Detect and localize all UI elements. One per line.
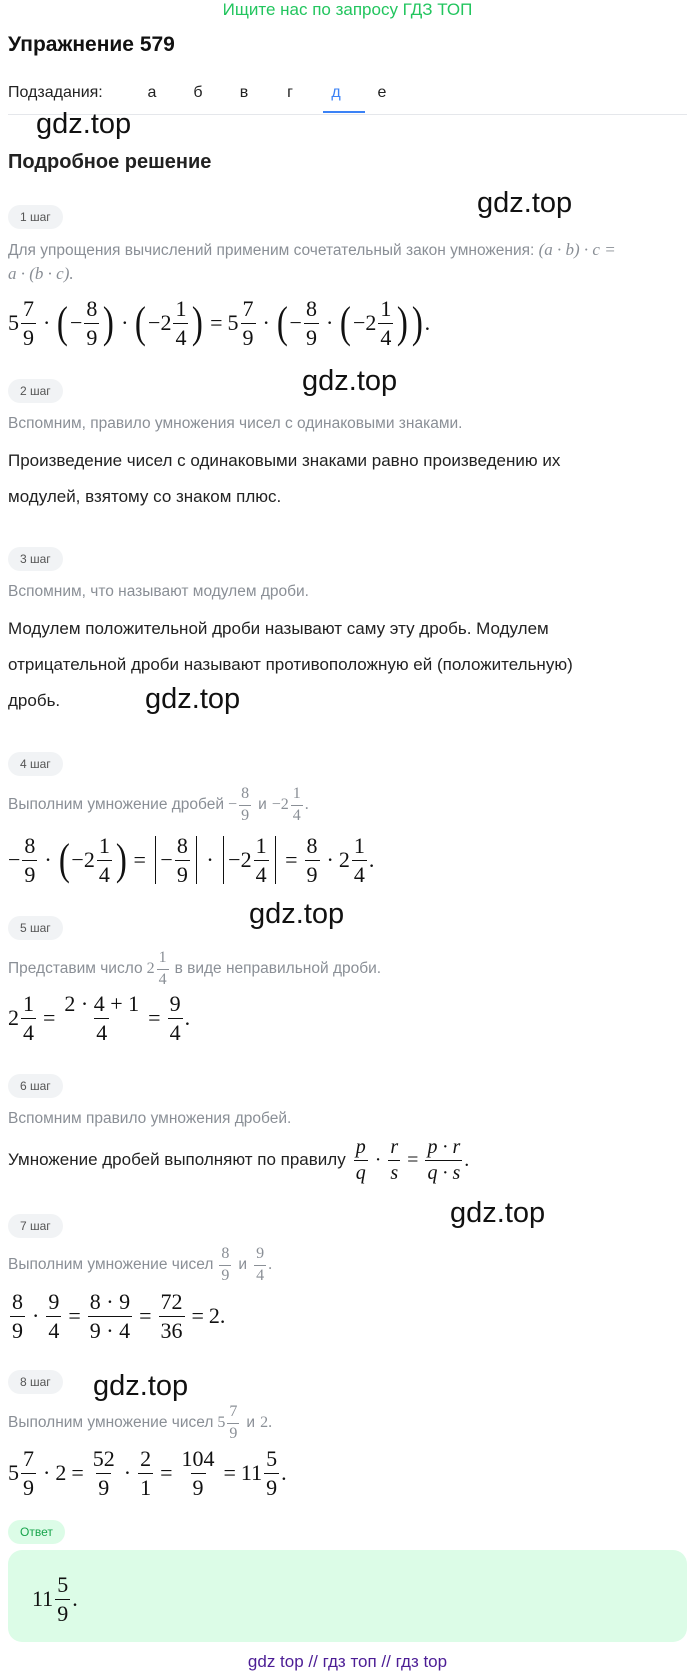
- inline-fraction: 5 $\frac{7}{9}$: [217, 1402, 238, 1442]
- watermark: gdz.top: [450, 1197, 546, 1229]
- step-badge: 2 шаг: [8, 379, 63, 403]
- tab-g[interactable]: г: [287, 84, 293, 101]
- rule-text: Умножение дробей выполняют по правилу: [8, 1150, 346, 1169]
- formula-step4: − $\frac{8}{9}$ · ( −2 $\frac{1}{4}$ ) = − $\frac{8}{9}$ · −2 $\frac{1}{4}$ = $\frac{8}{9}$ · 2 $\frac{1}{4}$ .: [8, 833, 375, 887]
- formula-step1: 5 $\frac{7}{9}$ · ( − $\frac{8}{9}$ ) · ( −2 $\frac{1}{4}$ ) = 5 $\frac{7}{9}$ · ( − $\frac{8}{9}$ · ( −2 $\frac{1}{4}$ ) ) .: [8, 296, 431, 350]
- step-hint-text: Представим число: [8, 960, 143, 977]
- answer-box: [8, 1550, 687, 1642]
- formula-step7: $\frac{8}{9}$ · $\frac{9}{4}$ = $\frac{8 \cdot 9}{9 \cdot 4}$ = $\frac{72}{36}$ = 2.: [12, 1289, 226, 1343]
- step-badge: 8 шаг: [8, 1370, 63, 1394]
- answer-value: 11 $\frac{5}{9}$ .: [32, 1572, 78, 1626]
- rule-text: отрицательной дроби называют противоположную ей (положительную): [8, 655, 573, 674]
- inline-fraction: −2 $\frac{1}{4}$ .: [271, 784, 309, 824]
- rule-text: модулей, взятому со знаком плюс.: [8, 487, 282, 506]
- watermark: gdz.top: [36, 108, 132, 140]
- tab-a[interactable]: а: [147, 84, 157, 101]
- inline-fraction: 2 $\frac{1}{4}$: [146, 948, 167, 988]
- step-hint: Вспомним правило умножения дробей.: [8, 1110, 292, 1127]
- watermark: gdz.top: [477, 187, 573, 219]
- tab-b[interactable]: б: [193, 84, 203, 101]
- step-hint-text: Выполним умножение чисел: [8, 1414, 214, 1431]
- watermark: gdz.top: [302, 365, 398, 397]
- and-word: и: [246, 1414, 256, 1431]
- inline-fraction: − $\frac{8}{9}$: [228, 784, 250, 824]
- inline-number: 2.: [260, 1414, 273, 1431]
- formula-inline-cont: a · (b · c).: [8, 264, 74, 283]
- watermark: gdz.top: [249, 898, 345, 930]
- step-badge: 5 шаг: [8, 916, 63, 940]
- formula-rule: $\frac{p}{q}$ · $\frac{r}{s}$ = $\frac{p \cdot r}{q \cdot s}$ .: [355, 1135, 470, 1184]
- footer-links[interactable]: gdz top // гдз топ // гдз top: [247, 1652, 448, 1671]
- subtasks-bar: [8, 84, 687, 108]
- step-hint-text: в виде неправильной дроби.: [174, 960, 382, 977]
- step-hint-text: Выполним умножение дробей: [8, 796, 225, 813]
- subtasks-label: Подзадания:: [8, 84, 103, 101]
- step-hint-text: Выполним умножение чисел: [8, 1256, 214, 1273]
- formula-step8: 5 $\frac{7}{9}$ · 2 = $\frac{52}{9}$ · $\frac{2}{1}$ = $\frac{104}{9}$ = 11 $\frac{5}{9}$ .: [8, 1446, 287, 1500]
- rule-text: Произведение чисел с одинаковыми знаками равно произведению их: [8, 451, 561, 470]
- formula-inline: (a · b) · c =: [538, 240, 616, 259]
- step-hint: Вспомним, правило умножения чисел с одинаковыми знаками.: [8, 415, 463, 432]
- step-badge: 6 шаг: [8, 1074, 63, 1098]
- step-hint: [8, 1240, 272, 1290]
- page-title: Упражнение 579: [8, 33, 175, 56]
- step-badge: 3 шаг: [8, 547, 63, 571]
- step-hint: [8, 780, 309, 830]
- step-hint: Вспомним, что называют модулем дроби.: [8, 583, 309, 600]
- top-banner[interactable]: Ищите нас по запросу ГДЗ ТОП: [222, 0, 473, 19]
- rule-text: Модулем положительной дроби называют саму эту дробь. Модулем: [8, 619, 549, 638]
- inline-fraction: $\frac{8}{9}$: [221, 1244, 230, 1284]
- answer-badge: Ответ: [8, 1520, 65, 1544]
- rule-line: [8, 1130, 469, 1190]
- tab-e[interactable]: е: [377, 84, 387, 101]
- rule-text: дробь.: [8, 691, 61, 710]
- section-title: Подробное решение: [8, 151, 212, 173]
- step-badge: 4 шаг: [8, 752, 63, 776]
- step-hint: [8, 238, 688, 263]
- watermark: gdz.top: [93, 1370, 189, 1402]
- tab-v[interactable]: в: [239, 84, 249, 101]
- watermark: gdz.top: [145, 683, 241, 715]
- step-badge: 7 шаг: [8, 1214, 63, 1238]
- formula-step5: 2 $\frac{1}{4}$ = $\frac{2 \cdot 4 + 1}{4}$ = $\frac{9}{4}$ .: [8, 991, 191, 1045]
- step-hint-text: Для упрощения вычислений применим сочетательный закон умножения:: [8, 242, 535, 259]
- tab-d[interactable]: д: [331, 84, 341, 101]
- active-tab-indicator: [323, 111, 365, 113]
- and-word: и: [238, 1256, 248, 1273]
- inline-fraction: $\frac{9}{4}$ .: [256, 1244, 273, 1284]
- and-word: и: [258, 796, 267, 813]
- step-badge: 1 шаг: [8, 205, 63, 229]
